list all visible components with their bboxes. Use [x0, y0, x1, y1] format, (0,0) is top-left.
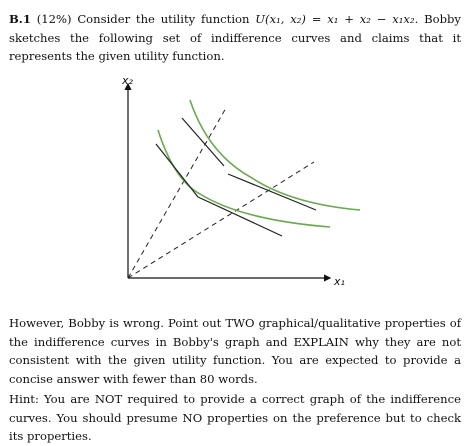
question-intro: (12%) Consider the utility function: [36, 12, 250, 26]
utility-formula: U(x₁, x₂) = x₁ + x₂ − x₁x₂.: [255, 12, 419, 26]
question-text: [9, 10, 461, 66]
tangent-lower-flat: [198, 197, 282, 236]
tangent-lower-steep: [156, 144, 198, 197]
hint-paragraph: Hint: You are NOT required to provide a correct graph of the indifference curves. You should presume NO properties on the preference but to check its properties.: [9, 392, 461, 444]
dashed-ray-steep: [128, 108, 226, 278]
y-axis-label: x₂: [122, 74, 133, 87]
x-axis-label: x₁: [334, 275, 345, 288]
question-rest: Bobby sketches the following set of indifference curves and claims that it represents the given utility function.: [9, 12, 461, 64]
tangent-upper-steep: [182, 118, 224, 166]
indifference-curve-figure: [112, 70, 372, 290]
dashed-ray-shallow: [128, 162, 314, 278]
indifference-curve-svg: [112, 70, 372, 290]
question-label: B.1: [9, 12, 31, 26]
however-paragraph: However, Bobby is wrong. Point out TWO graphical/qualitative properties of the indifference curves in Bobby's graph and EXPLAIN why they are not consistent with the given utility function. You are expected to provide a concise answer with fewer than 80 words.: [9, 316, 461, 386]
tangent-upper-flat: [228, 174, 316, 210]
